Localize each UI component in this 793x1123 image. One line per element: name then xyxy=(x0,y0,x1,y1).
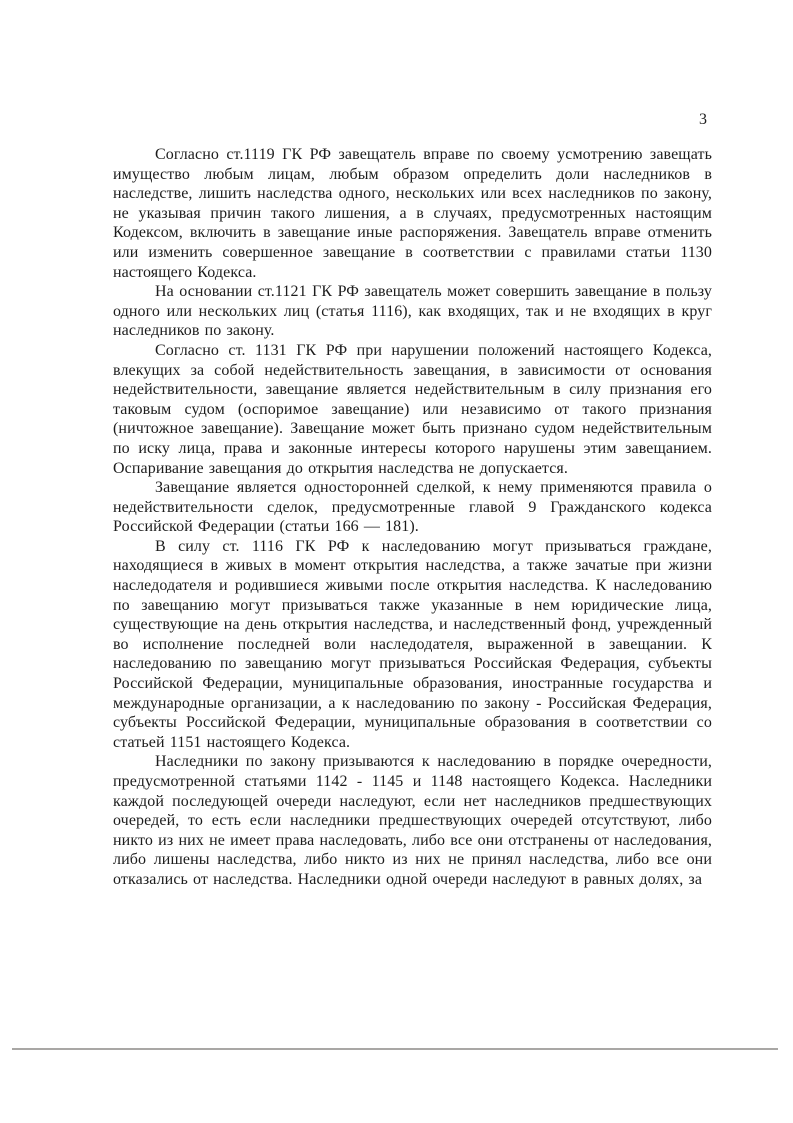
paragraph-5: В силу ст. 1116 ГК РФ к наследованию могут призываться граждане, находящиеся в живых в момент открытия наследства, а также зачатые при жизни наследодателя и родившиеся живыми после открытия наследства. К наследованию по завещанию могут призываться также указанные в нем юридические лица, существующие на день открытия наследства, и наследственный фонд, учрежденный во исполнение последней воли наследодателя, выраженной в завещании. К наследованию по завещанию могут призываться Российская Федерация, субъекты Российской Федерации, муниципальные образования, иностранные государства и международные организации, а к наследованию по закону - Российская Федерация, субъекты Российской Федерации, муниципальные образования в соответствии со статьей 1151 настоящего Кодекса. xyxy=(113,537,712,751)
footer-divider xyxy=(12,1048,778,1050)
document-body xyxy=(113,145,712,890)
paragraph-2: На основании ст.1121 ГК РФ завещатель может совершить завещание в пользу одного или нескольких лиц (статья 1116), как входящих, так и не входящих в круг наследников по закону. xyxy=(113,283,712,340)
paragraph-6: Наследники по закону призываются к наследованию в порядке очередности, предусмотренной статьями 1142 - 1145 и 1148 настоящего Кодекса. Наследники каждой последующей очереди наследуют, если нет наследников предшествующих очередей, то есть если наследники предшествующих очередей отсутствуют, либо никто из них не имеет права наследовать, либо все они отстранены от наследования, либо лишены наследства, либо никто из них не принял наследства, либо все они отказались от наследства. Наследники одной очереди наследуют в равных долях, за xyxy=(113,753,712,888)
page-number: 3 xyxy=(699,111,707,128)
paragraph-1: Согласно ст.1119 ГК РФ завещатель вправе по своему усмотрению завещать имущество любым лицам, любым образом определить доли наследников в наследстве, лишить наследства одного, нескольких или всех наследников по закону, не указывая причин такого лишения, а в случаях, предусмотренных настоящим Кодексом, включить в завещание иные распоряжения. Завещатель вправе отменить или изменить совершенное завещание в соответствии с правилами статьи 1130 настоящего Кодекса. xyxy=(113,146,712,281)
paragraph-3: Согласно ст. 1131 ГК РФ при нарушении положений настоящего Кодекса, влекущих за собой недействительность завещания, в зависимости от основания недействительности, завещание является недействительным в силу признания его таковым судом (оспоримое завещание) или независимо от такого признания (ничтожное завещание). Завещание может быть признано судом недействительным по иску лица, права и законные интересы которого нарушены этим завещанием. Оспаривание завещания до открытия наследства не допускается. xyxy=(113,341,712,477)
paragraph-4: Завещание является односторонней сделкой, к нему применяются правила о недействительности сделок, предусмотренные главой 9 Гражданского кодекса Российской Федерации (статьи 166 — 181). xyxy=(113,479,712,536)
